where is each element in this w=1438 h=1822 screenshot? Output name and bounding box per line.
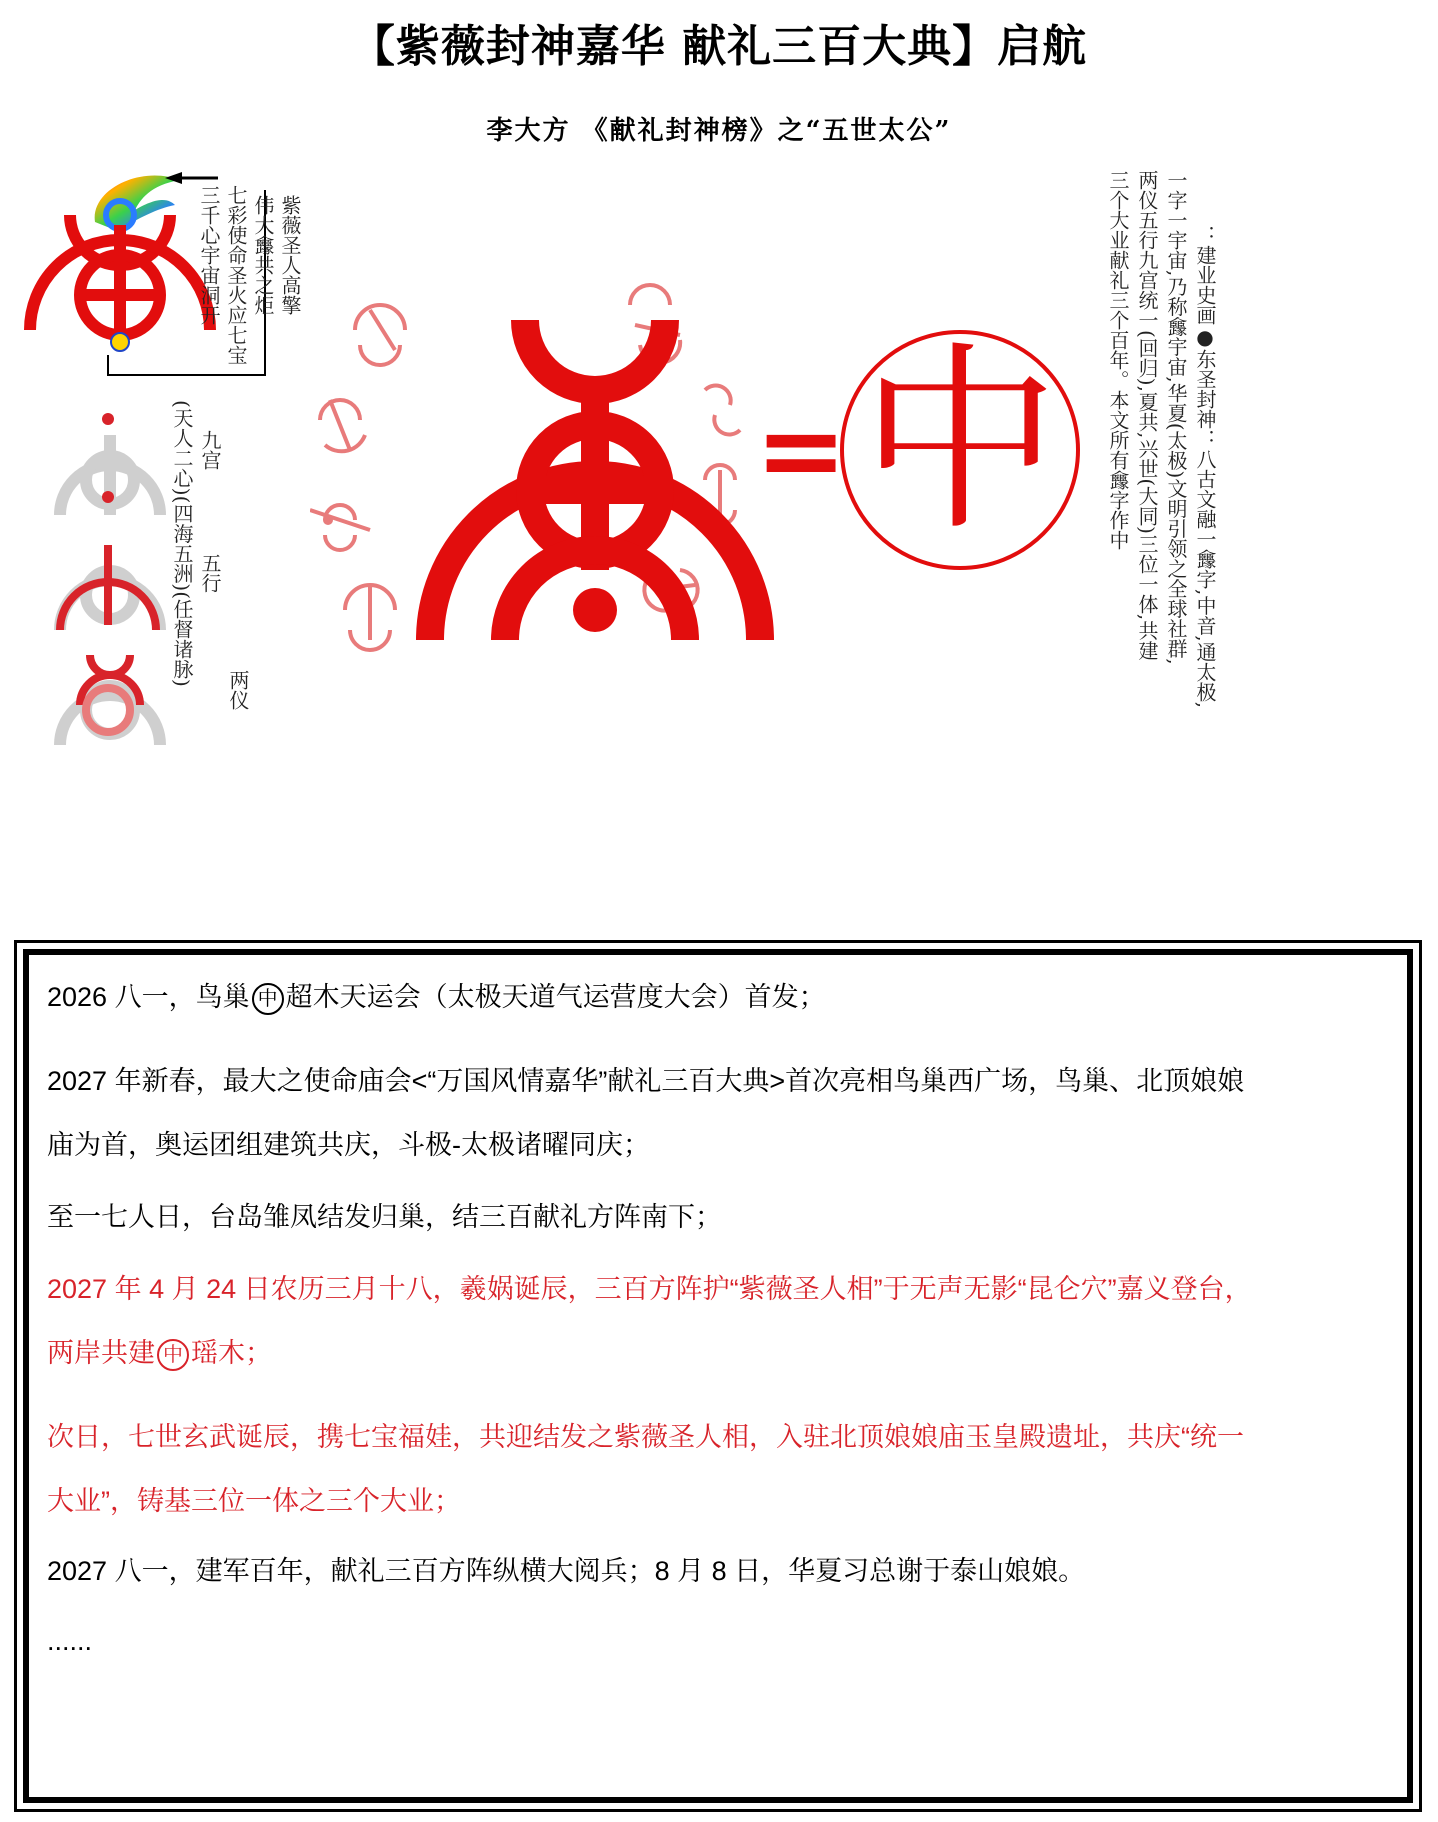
page-subtitle: 李大方 《献礼封神榜》之“五世太公” [486, 116, 952, 146]
equals-sign: = [755, 386, 848, 514]
right-note-col3: 两仪五行九宫统一(回归),夏共,兴世(大同)三位一体,共建 [1135, 170, 1159, 661]
note-col4: 三千心宇宙洞开 [197, 185, 221, 325]
para-5: 次日，七世玄武诞辰，携七宝福娃，共迎结发之紫薇圣人相，入驻北顶娘娘庙玉皇殿遗址，共庆“统一 大业”，铸基三位一体之三个大业； [47, 1422, 1244, 1516]
para-7: ...... [47, 1626, 93, 1656]
note-col8: (天人二心)(四海五洲)(任督诸脉) [170, 400, 194, 687]
note-col2: 伟大㒪共之炬 [251, 195, 275, 315]
right-note-col4: 三个大业献礼三个百年。本文所有㒪字作中 [1106, 170, 1130, 550]
para-1: 2026 八一，鸟巢 中 超木天运会（太极天道气运营度大会）首发； [47, 965, 1393, 1029]
star-ball-icon [111, 333, 129, 351]
flame-glyph-icon [20, 170, 290, 400]
para-3: 至一七人日，台岛雏凤结发归巢，结三百献礼方阵南下； [47, 1202, 722, 1232]
illustration-area [0, 170, 1438, 870]
grey-glyph-stack-icon [50, 405, 170, 755]
para-6: 2027 八一，建军百年，献礼三百方阵纵横大阅兵；8 月 8 日，华夏习总谢于泰山娘娘。 [47, 1556, 1086, 1586]
para-4: 2027 年 4 月 24 日农历三月十八，羲娲诞辰，三百方阵护“紫薇圣人相”于无声无影“昆仑穴”嘉义登台， 两岸共建 中 瑶木； [47, 1257, 1393, 1385]
seal-mark: 中 [157, 1339, 189, 1371]
content-box-inner [23, 949, 1413, 1803]
para-2: 2027 年新春，最大之使命庙会<“万国风情嘉华”献礼三百大典>首次亮相鸟巢西广场，鸟巢、北顶娘娘 庙为首，奥运团组建筑共庆，斗极-太极诸曜同庆； [47, 1066, 1245, 1160]
seal-mark: 中 [252, 983, 284, 1015]
right-note-col2: 一字一宇宙,乃称㒪宇宙,华夏(太极)文明引领之全球社群, [1164, 170, 1188, 665]
main-glyph-icon [410, 310, 780, 650]
right-note-col1: ：建业史画●东圣封神：八古文融一㒪字,中音,通太极, [1193, 225, 1217, 709]
content-box [14, 940, 1422, 1812]
note-col6: 五行 [198, 553, 222, 593]
page-title: 【紫薇封神嘉华 献礼三百大典】启航 [350, 21, 1088, 72]
note-col3: 七彩使命圣火应七宝 [224, 185, 248, 365]
note-col5: 九宫 [198, 430, 222, 470]
note-col7: 两仪 [226, 670, 250, 710]
seal-character: 中 [859, 325, 1060, 558]
note-col1: 紫薇圣人高擎 [278, 195, 302, 315]
